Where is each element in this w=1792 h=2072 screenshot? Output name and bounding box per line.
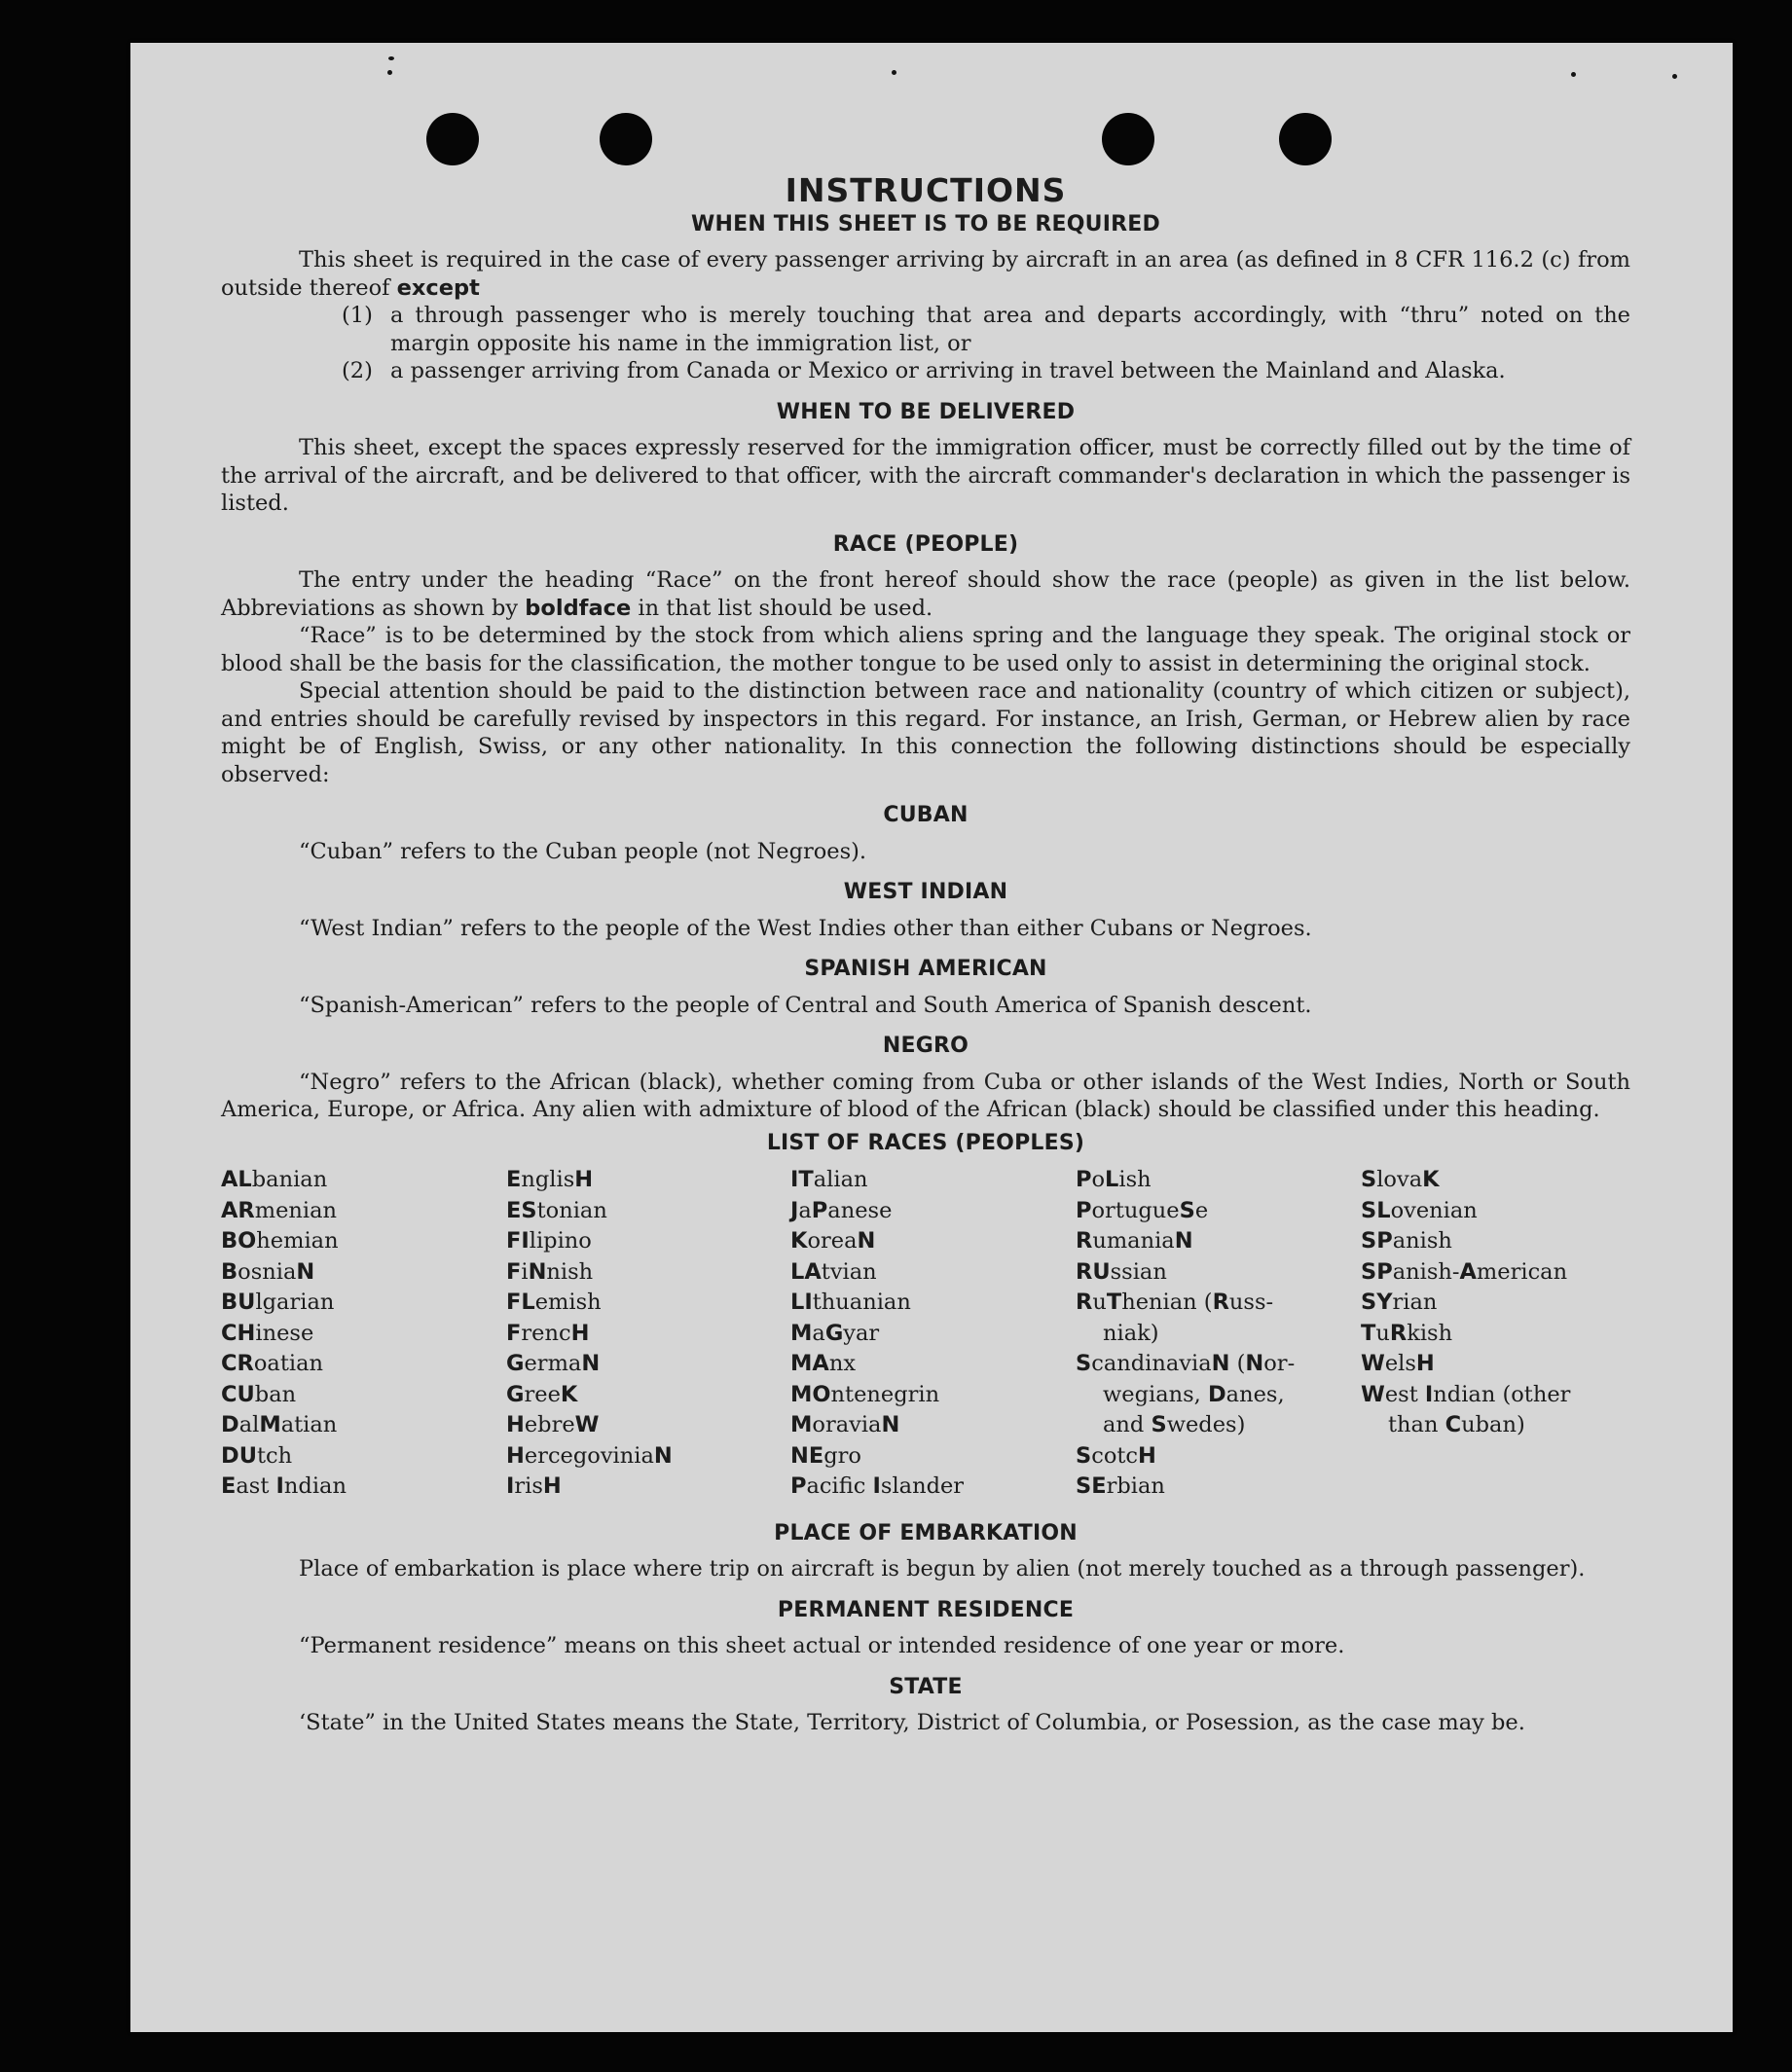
section-heading-races-list: LIST OF RACES (PEOPLES) — [766, 1130, 1085, 1155]
race-entry: PortugueSe — [1076, 1197, 1209, 1223]
race-entry: Pacifc Islander — [790, 1473, 965, 1499]
races-table — [221, 1165, 1630, 1503]
except-bold: except — [396, 274, 480, 301]
race-entry-continued: niak) — [1103, 1320, 1159, 1346]
race-entry: CUban — [221, 1381, 297, 1407]
race-entry: ScandinaviaN (Nor- — [1076, 1351, 1296, 1376]
race-entry: SlovaK — [1361, 1167, 1440, 1192]
section-heading-spanish-american: SPANISH AMERICAN — [804, 957, 1047, 981]
page-title: INSTRUCTIONS — [785, 171, 1067, 209]
race-entry: SPanish-American — [1361, 1258, 1568, 1285]
punch-hole — [600, 113, 652, 165]
race-entry: MoraviaN — [790, 1412, 900, 1437]
races-column — [790, 1165, 1076, 1503]
race-paragraph-1: The entry under the heading “Race” on the front hereof should show the race (people) as given in the list below. Abbreviations as shown by boldface in that list should be used. — [221, 567, 1630, 621]
race-entry: WelsH — [1361, 1351, 1435, 1376]
race-entry: ALbanian — [221, 1167, 328, 1192]
race-entry: FrencH — [506, 1320, 590, 1346]
delivered-text: This sheet, except the spaces expressly reserved for the immigration officer, must be correctly filled out by the time of the arrival of the aircraft, and be delivered to that officer, with the aircraft commander's declaration in which the passenger is listed. — [221, 435, 1630, 516]
west-indian-text: “West Indian” refers to the people of the West Indies other than either Cubans or Negroes. — [299, 915, 1312, 941]
race-entry: PoLish — [1076, 1167, 1152, 1192]
race-entry: SLovenian — [1361, 1197, 1478, 1223]
race-entry: ITalian — [790, 1167, 868, 1192]
race-entry: ARmenian — [221, 1197, 338, 1223]
race-paragraph-3: Special attention should be paid to the distinction between race and nationality (country of which citizen or subject), and entries should be carefully revised by inspectors in this regard. For instance, an Irish, German, or Hebrew alien by race might be of English, Swiss, or any other nationality. In this connection the following distinctions should be especially observed: — [221, 678, 1630, 787]
race-entry: MOntenegrin — [790, 1381, 940, 1407]
punch-hole — [1102, 113, 1154, 165]
section-heading-embarkation: PLACE OF EMBARKATION — [774, 1520, 1078, 1545]
race-entry: RuThenian (Russ- — [1076, 1290, 1274, 1315]
embarkation-text: Place of embarkation is place where trip on aircraft is begun by alien (not merely touched as a through passenger). — [299, 1556, 1586, 1581]
race-entry: CRoatian — [221, 1351, 323, 1376]
section-heading-negro: NEGRO — [882, 1034, 969, 1058]
races-column — [221, 1165, 506, 1503]
race-entry: KoreaN — [790, 1228, 876, 1254]
section-heading-cuban: CUBAN — [883, 803, 969, 827]
race-entry: DalMatian — [221, 1412, 338, 1437]
race-entry: FLemish — [506, 1290, 602, 1315]
race-entry: RumaniaN — [1076, 1228, 1193, 1254]
race-entry: SPanish — [1361, 1228, 1452, 1254]
section-heading-residence: PERMANENT RESIDENCE — [777, 1597, 1075, 1622]
race-entry: HercegoviniaN — [506, 1442, 673, 1469]
speck — [387, 70, 392, 75]
race-entry: EnglisH — [506, 1167, 594, 1192]
race-entry: FIlipino — [506, 1228, 592, 1254]
instructions-content — [221, 171, 1630, 1737]
race-entry: BUlgarian — [221, 1290, 335, 1315]
race-entry: GermaN — [506, 1351, 601, 1376]
list-item: (1) a through passenger who is merely touching that area and departs accordingly, with “thru” noted on the margin opposite his name in the immigration list, or — [342, 303, 1630, 356]
race-entry: BOhemian — [221, 1228, 339, 1254]
race-entry: SYrian — [1361, 1290, 1438, 1315]
races-column — [1076, 1165, 1361, 1503]
race-entry: West Indian (other — [1361, 1381, 1571, 1407]
race-entry: DUtch — [221, 1442, 293, 1469]
section-heading-delivered: WHEN TO BE DELIVERED — [776, 399, 1076, 424]
list-item: (2) a passenger arriving from Canada or Mexico or arriving in travel between the Mainland and Alaska. — [342, 358, 1506, 383]
race-entry: CHinese — [221, 1320, 314, 1346]
race-entry: MaGyar — [790, 1320, 880, 1346]
race-entry: RUssian — [1076, 1258, 1167, 1285]
cuban-text: “Cuban” refers to the Cuban people (not Negroes). — [299, 838, 867, 864]
race-entry: BosniaN — [221, 1258, 315, 1285]
race-entry: IrisH — [506, 1473, 562, 1499]
race-entry: ScotcH — [1076, 1442, 1156, 1469]
required-intro: This sheet is required in the case of every passenger arriving by aircraft in an area (as defined in 8 CFR 116.2 (c) from outside thereof except — [221, 247, 1630, 301]
race-entry: GreeK — [506, 1381, 578, 1407]
race-entry-continued: and Swedes) — [1103, 1412, 1246, 1437]
race-entry: East Indian — [221, 1473, 347, 1499]
speck — [1672, 74, 1677, 79]
race-entry: EStonian — [506, 1197, 607, 1223]
race-entry: TuRkish — [1361, 1320, 1453, 1346]
state-text: ‘State” in the United States means the State, Territory, District of Columbia, or Posession, as the case may be. — [299, 1710, 1525, 1735]
race-entry-continued: wegians, Danes, — [1103, 1381, 1285, 1407]
race-entry: HebreW — [506, 1412, 600, 1437]
section-heading-west-indian: WEST INDIAN — [843, 880, 1008, 904]
speck — [388, 56, 394, 60]
boldface-bold: boldface — [525, 595, 632, 621]
races-column — [506, 1165, 790, 1503]
races-column — [1361, 1165, 1630, 1503]
race-entry: FiNnish — [506, 1258, 594, 1285]
section-heading-state: STATE — [889, 1674, 963, 1699]
race-entry: JaPanese — [790, 1197, 893, 1223]
negro-text: “Negro” refers to the African (black), whether coming from Cuba or other islands of the West Indies, North or South America, Europe, or Africa. Any alien with admixture of blood of the African (black) should be classified under this heading. — [221, 1069, 1630, 1122]
race-entry-continued: than Cuban) — [1388, 1412, 1525, 1437]
speck — [892, 70, 896, 75]
punch-hole — [1279, 113, 1332, 165]
race-entry: LIthuanian — [790, 1290, 911, 1315]
section-heading-race: RACE (PEOPLE) — [832, 531, 1019, 557]
race-entry: LAtvian — [790, 1258, 877, 1285]
residence-text: “Permanent residence” means on this sheet actual or intended residence of one year or more. — [299, 1633, 1345, 1658]
exception-list — [221, 302, 1630, 385]
race-entry: NEgro — [790, 1442, 861, 1469]
punch-hole — [426, 113, 479, 165]
race-paragraph-2: “Race” is to be determined by the stock from which aliens spring and the language they speak. The original stock or blood shall be the basis for the classification, the mother tongue to be used only to assist in determining the original stock. — [221, 623, 1630, 676]
race-entry: SErbian — [1076, 1473, 1165, 1499]
speck — [1571, 72, 1576, 77]
section-heading-required: WHEN THIS SHEET IS TO BE REQUIRED — [691, 211, 1160, 236]
race-entry: MAnx — [790, 1351, 857, 1376]
spanish-american-text: “Spanish-American” refers to the people of Central and South America of Spanish descent. — [299, 992, 1312, 1018]
